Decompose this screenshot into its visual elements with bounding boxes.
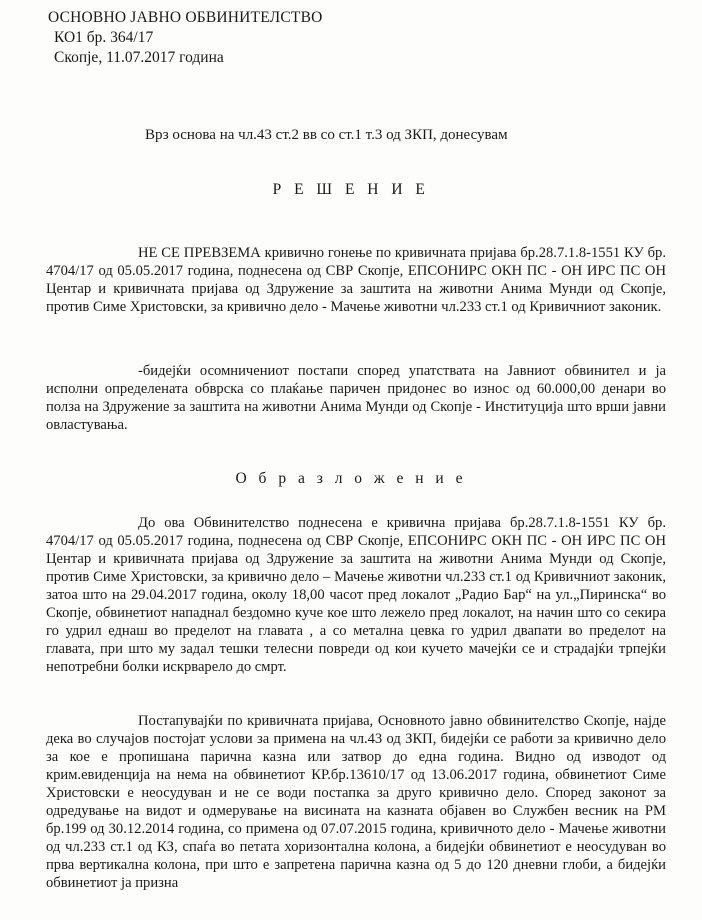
organization-name: ОСНОВНО ЈАВНО ОБВИНИТЕЛСТВО bbox=[48, 9, 323, 26]
place-date: Скопје, 11.07.2017 година bbox=[54, 49, 224, 66]
explanation-heading: О б р а з л о ж е н и е bbox=[235, 470, 467, 487]
document-title: Р Е Ш Е Н И Е bbox=[272, 181, 430, 198]
case-number: КО1 бр. 364/17 bbox=[54, 29, 154, 46]
decision-paragraph bbox=[46, 244, 666, 316]
explanation-paragraph-1 bbox=[46, 514, 666, 676]
decision-text: НЕ СЕ ПРЕВЗЕМА кривично гонење по кривичната пријава бр.28.7.1.8-1551 КУ бр. 4704/17 од 05.05.2017 година, поднесена од СВР Скопје, ЕПСОНИРС ОКН ПС - ОН ИРС ПС ОН Центар и кривичната пријава од Здружение за заштита на животни Анима Мунди од Скопје, против Симе Христовски, за кривично дело - Мачење животни чл.233 ст.1 од Кривичниот законик. bbox=[46, 245, 666, 315]
explanation-paragraph-2 bbox=[46, 712, 666, 892]
explanation-text-2: Постапувајќи по кривичната пријава, Основното јавно обвинителство Скопје, најде дека во случајов постојат услови за примена на чл.43 од ЗКП, бидејќи се работи за кривично дело за кое е пропишана парична казна или затвор до една година. Видно од изводот од крим.евиденција на нема на обвинетиот КР.бр.13610/17 од 13.06.2017 година, обвинетиот Симе Христовски е неосудуван и не се води постапка за друго кривично дело. Според законот за одредување на видот и одмерување на висината на казната објавен во Службен весник на РМ бр.199 од 30.12.2014 година, со примена од 07.07.2015 година, кривичното дело - Мачење животни од чл.233 ст.1 од КЗ, спаѓа во петата хоризонтална колона, а бидејќи обвинетиот е неосудуван во прва вертикална колона, при што е запретена парична казна од 5 до 120 дневни глоби, а бидејќи обвинетиот ја признa bbox=[46, 713, 666, 891]
document-header bbox=[48, 8, 323, 68]
reason-paragraph bbox=[46, 362, 666, 434]
legal-basis-line: Врз основа на чл.43 ст.2 вв со ст.1 т.3 од ЗКП, донесувам bbox=[145, 127, 508, 143]
reason-text: -бидејќи осомничениот постапи според упатствата на Јавниот обвинител и ја исполни определената обврска со плаќање паричен придонес во износ од 60.000,00 денари во полза на Здружение за заштита на животни Анима Мунди од Скопје - Институција што врши јавни овластувања. bbox=[46, 363, 666, 433]
explanation-text-1: До ова Обвинителство поднесена е кривична пријава бр.28.7.1.8-1551 КУ бр. 4704/17 од 05.05.2017 година, поднесена од СВР Скопје, ЕПСОНИРС ОКН ПС - ОН ИРС ПС ОН Центар и кривичната пријава од Здружение за заштита на животни Анима Мунди од Скопје, против Симе Христовски, за кривично дело – Мачење животни чл.233 ст.1 од Кривичниот законик, затоа што на 29.04.2017 година, околу 18,00 часот пред локалот „Радио Бар“ на ул.„Пиринска“ во Скопје, обвинетиот нападнал бездомно куче кое што лежело пред локалот, на начин што со секира го удрил еднаш во пределот на главата , а со метална цевка го удрил двапати во пределот на главата, при што му задал тешки телесни повреди од кои кучето мачејќи се и страдајќи трпејќи непотребни болки искрварело до смрт. bbox=[46, 515, 666, 675]
